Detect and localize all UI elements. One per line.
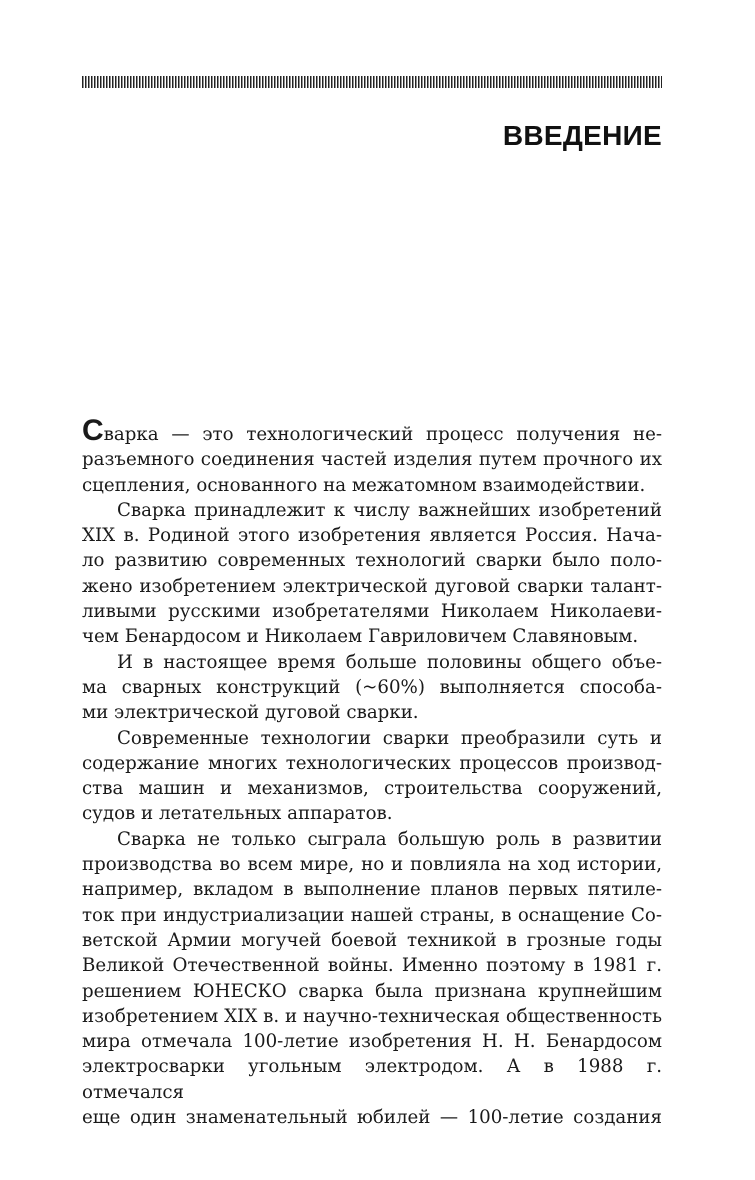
paragraph-line: изобретением XIX в. и научно-техническая общественность bbox=[82, 1005, 662, 1027]
paragraph-line: еще один знаменательный юбилей — 100-летие создания bbox=[82, 1107, 662, 1129]
paragraph-line: ливыми русскими изобретателями Николаем Николаеви- bbox=[82, 601, 662, 623]
paragraph-line: сцепления, основанного на межатомном взаимодействии. bbox=[82, 474, 646, 496]
paragraph-line: Великой Отечественной войны. Именно поэтому в 1981 г. bbox=[82, 955, 662, 977]
chapter-title: ВВЕДЕНИЕ bbox=[502, 120, 662, 151]
paragraph-line: Сварка принадлежит к числу важнейших изобретений bbox=[117, 499, 662, 521]
paragraph-line: чем Бенардосом и Николаем Гавриловичем Славяновым. bbox=[82, 626, 639, 648]
paragraph-line: XIX в. Родиной этого изобретения является Россия. Нача- bbox=[82, 525, 662, 547]
paragraph-line: судов и летательных аппаратов. bbox=[82, 803, 393, 825]
paragraph-line: ток при индустриализации нашей страны, в оснащение Со- bbox=[82, 904, 662, 926]
paragraph-line: ства машин и механизмов, строительства сооружений, bbox=[82, 778, 662, 800]
paragraph-line: электросварки угольным электродом. А в 1988 г. отмечался bbox=[82, 1056, 662, 1103]
paragraph-line: ветской Армии могучей боевой техникой в грозные годы bbox=[82, 929, 662, 951]
paragraph-line: решением ЮНЕСКО сварка была признана крупнейшим bbox=[82, 980, 662, 1002]
paragraph-line: производства во всем мире, но и повлияла на ход истории, bbox=[82, 854, 662, 876]
decorative-hatched-rule bbox=[82, 76, 662, 88]
body-text bbox=[82, 414, 662, 1130]
paragraph-line: содержание многих технологических процессов производ- bbox=[82, 752, 662, 774]
paragraph-line: жено изобретением электрической дуговой сварки талант- bbox=[82, 575, 662, 597]
paragraph-line: И в настоящее время больше половины общего объе- bbox=[117, 651, 662, 673]
drop-cap: С bbox=[82, 414, 104, 447]
paragraph-line: ло развитию современных технологий сварки было поло- bbox=[82, 550, 662, 572]
paragraph-line: ма сварных конструкций (~60%) выполняется способа- bbox=[82, 676, 662, 698]
paragraph-line: Современные технологии сварки преобразили суть и bbox=[117, 727, 662, 749]
paragraph-line: Сварка — это технологический процесс получения не- bbox=[82, 414, 662, 447]
paragraph-line: Сварка не только сыграла большую роль в развитии bbox=[117, 828, 662, 850]
paragraph-line: например, вкладом в выполнение планов первых пятиле- bbox=[82, 879, 662, 901]
paragraph-line: ми электрической дуговой сварки. bbox=[82, 702, 419, 724]
paragraph-line: разъемного соединения частей изделия путем прочного их bbox=[82, 449, 662, 471]
paragraph-line: мира отмечала 100-летие изобретения Н. Н. Бенардосом bbox=[82, 1031, 662, 1053]
